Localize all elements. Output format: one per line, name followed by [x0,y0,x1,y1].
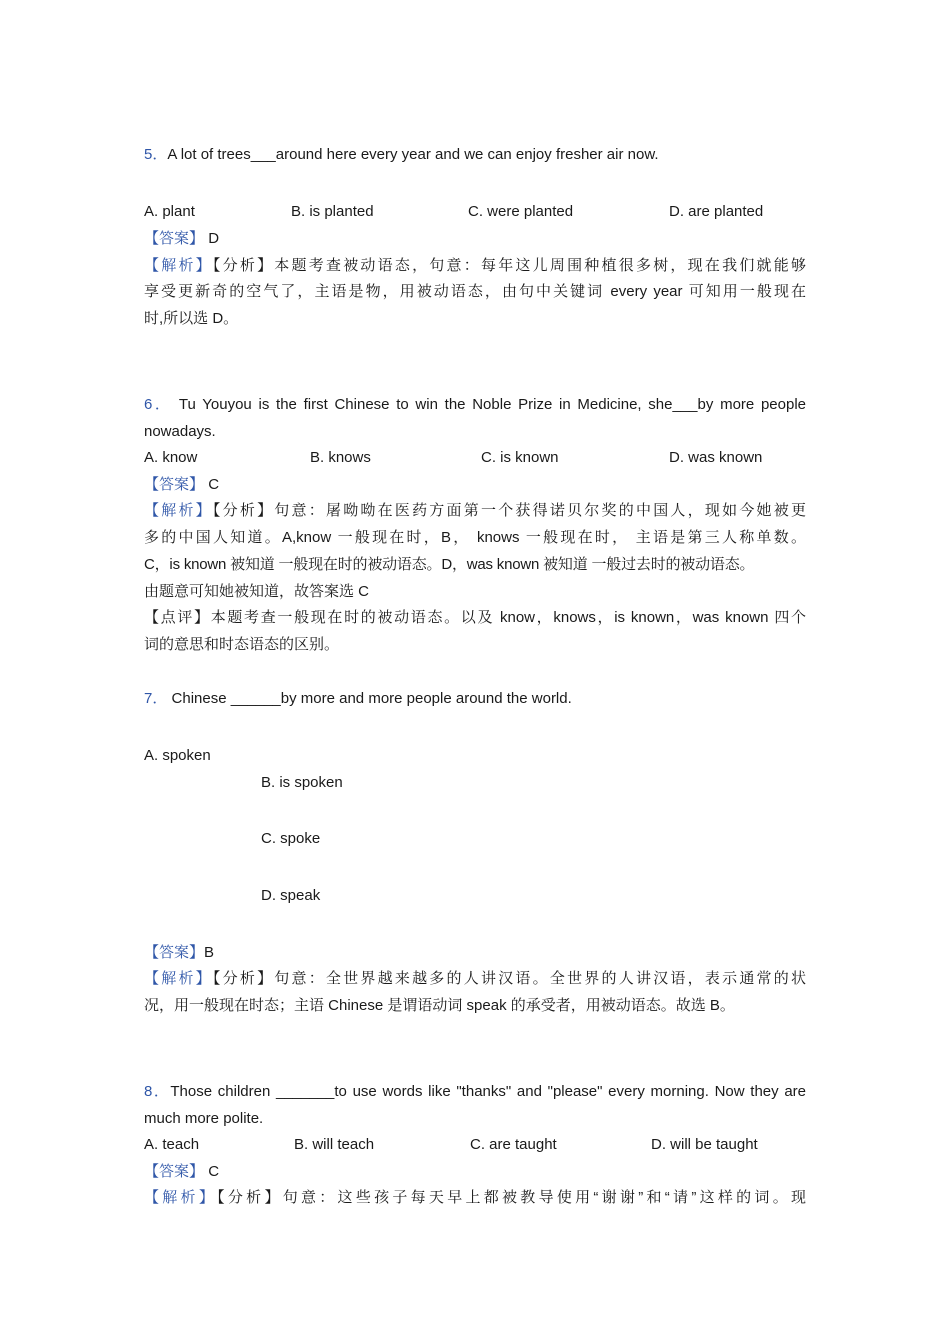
q6-option-b: B. knows [310,449,371,466]
q8-analysis-line-1 [144,1188,806,1208]
q5-blank: ___ [250,146,276,163]
q8-stem-line-1 [144,1082,806,1102]
q6-analysis-line-4: 由题意可知她被知道，故答案选 C [144,583,370,600]
q6-stem-line-1 [144,395,806,415]
q5-analysis-line-3: 时,所以选 D。 [144,310,239,327]
q5-answer [144,229,219,249]
q6-option-d: D. was known [669,449,763,466]
q8-answer-tag: 【答案】 [144,1163,205,1180]
q5-option-b: B. is planted [291,203,374,220]
q6-answer [144,475,219,495]
q6-answer-value: C [208,476,220,493]
q8-answer [144,1162,219,1182]
q8-option-c: C. are taught [470,1136,557,1153]
q5-stem [144,145,659,165]
q7-number: 7． [144,690,168,707]
q7-answer-tag: 【答案】 [144,944,205,961]
q7-option-d: D. speak [261,887,321,904]
q8-answer-value: C [208,1163,220,1180]
q5-analysis-line-1 [144,256,806,276]
q6-option-c: C. is known [481,449,559,466]
q7-analysis-tag: 【解析】 [144,970,213,987]
q6-analysis-tag: 【解析】 [144,502,213,519]
q7-answer-value: B [204,944,215,961]
q8-option-b: B. will teach [294,1136,375,1153]
q5-stem-after: around here every year and we can enjoy fresher air now. [275,146,659,163]
q6-stem-before: Tu Youyou is the first Chinese to win the Noble Prize in Medicine, she [178,396,673,413]
q5-answer-value: D [208,230,220,247]
q7-stem [144,689,572,709]
q5-option-d: D. are planted [669,203,764,220]
q8-option-a: A. teach [144,1136,200,1153]
q6-comment-line-2: 词的意思和时态语态的区别。 [144,636,340,653]
q7-analysis-text-1: 【分析】句意：全世界越来越多的人讲汉语。全世界的人讲汉语，表示通常的状 [212,970,806,987]
q6-comment-line-1: 【点评】本题考查一般现在时的被动语态。以及 know，knows，is known，was known 四个 [144,609,806,626]
q8-analysis-text-1: 【分析】句意：这些孩子每天早上都被教导使用“谢谢”和“请”这样的词。现 [217,1189,806,1206]
q5-stem-before: A lot of trees [167,146,251,163]
q6-answer-tag: 【答案】 [144,476,205,493]
q6-blank: ___ [672,396,698,413]
q6-analysis-line-3: C，is known 被知道 一般现在时的被动语态。D，was known 被知道 一般过去时的被动语态。 [144,556,755,573]
q5-number: 5． [144,146,168,163]
q7-stem-text: Chinese ______by more and more people around the world. [171,690,572,707]
q5-option-c: C. were planted [468,203,574,220]
q8-analysis-tag: 【解析】 [144,1189,218,1206]
q8-stem-text: Those children _______to use words like "thanks" and "please" every morning. Now they are [170,1083,806,1100]
q6-stem-after: by more people [697,396,806,413]
q5-analysis-text-1: 【分析】本题考查被动语态，句意：每年这儿周围种植很多树，现在我们就能够 [212,257,806,274]
q8-number: 8． [144,1083,171,1100]
q6-analysis-line-2: 多的中国人知道。A,know 一般现在时，B， knows 一般现在时， 主语是第三人称单数。 [144,529,806,546]
q5-answer-tag: 【答案】 [144,230,205,247]
q6-analysis-text-1: 【分析】句意：屠呦呦在医药方面第一个获得诺贝尔奖的中国人，现如今她被更 [212,502,806,519]
q7-answer [144,943,214,963]
q5-analysis-line-2: 享受更新奇的空气了，主语是物，用被动语态，由句中关键词 every year 可知用一般现在 [144,283,806,300]
q8-option-d: D. will be taught [651,1136,758,1153]
q6-analysis-line-1 [144,501,806,521]
q6-number: 6． [144,396,173,413]
q5-option-a: A. plant [144,203,195,220]
q7-analysis-line-2: 况，用一般现在时态；主语 Chinese 是谓语动词 speak 的承受者，用被动语态。故选 B。 [144,997,735,1014]
q8-stem-line-2: much more polite. [144,1110,264,1127]
q7-option-a: A. spoken [144,747,211,764]
q5-analysis-tag: 【解析】 [144,257,213,274]
q7-option-c: C. spoke [261,830,321,847]
q7-analysis-line-1 [144,969,806,989]
q6-option-a: A. know [144,449,198,466]
q6-stem-line-2: nowadays. [144,423,216,440]
q7-option-b: B. is spoken [261,774,343,791]
